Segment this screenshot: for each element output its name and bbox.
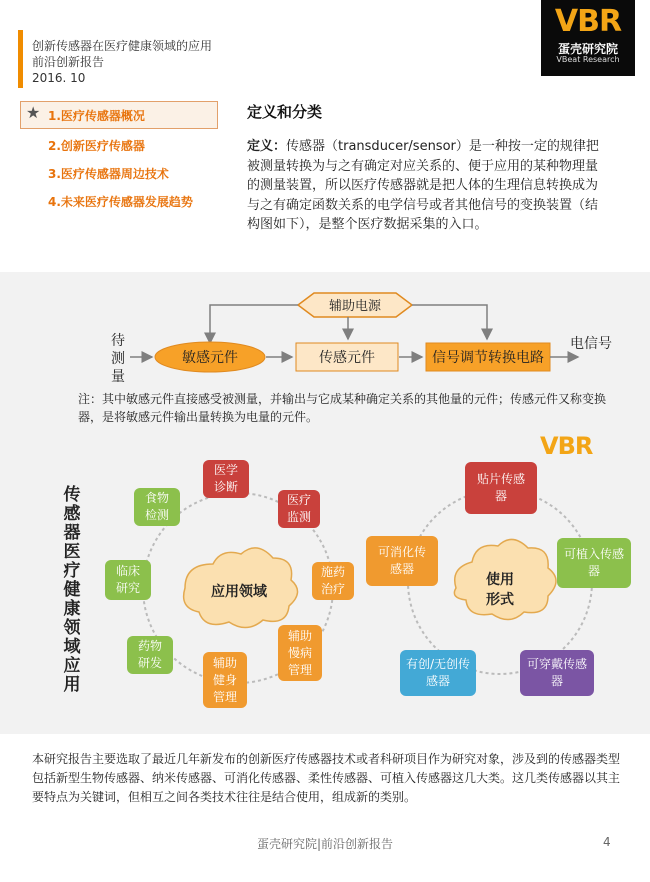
- tile-patch-sensor: 贴片传感器: [465, 462, 537, 514]
- header-accent-bar: [18, 30, 23, 88]
- power-to-sensitive-connector: [210, 305, 298, 343]
- sensor-element-label: 传感元件: [319, 350, 375, 366]
- nav-item-peripheral[interactable]: 3.医疗传感器周边技术: [48, 167, 169, 181]
- nav-item-innovative[interactable]: 2.创新医疗传感器: [48, 139, 145, 153]
- tile-clinical-research: 临床研究: [105, 560, 151, 600]
- tile-wearable-sensor: 可穿戴传感器: [520, 650, 594, 696]
- input-char-3: 量: [111, 369, 125, 385]
- nav-item-overview[interactable]: 1.医疗传感器概况: [48, 109, 145, 123]
- tile-chronic-management: 辅助慢病管理: [278, 625, 322, 681]
- logo-name-cn: 蛋壳研究院: [557, 42, 618, 56]
- tile-fitness-management: 辅助健身管理: [203, 652, 247, 708]
- tile-drug-development: 药物研发: [127, 636, 173, 674]
- circuit-label: 信号调节转换电路: [432, 350, 544, 366]
- sensitive-element-label: 敏感元件: [182, 350, 238, 366]
- usage-center-label: 使用形式: [486, 572, 514, 608]
- tile-drug-therapy: 施药治疗: [312, 562, 354, 600]
- power-to-circuit-connector: [412, 305, 487, 339]
- tile-food-testing: 食物检测: [134, 488, 180, 526]
- vertical-title: 传感器医疗健康领域应用: [63, 485, 81, 695]
- diagram-note: 注：其中敏感元件直接感受被测量，并输出与它成某种确定关系的其他量的元件；传感元件又称变换器，是将敏感元件输出量转换为电量的元件。: [78, 392, 607, 424]
- tile-implantable-sensor: 可植入传感器: [557, 538, 631, 588]
- report-date: 2016. 10: [32, 71, 86, 85]
- section-title: 定义和分类: [247, 103, 323, 121]
- body-paragraph: 本研究报告主要选取了最近几年新发布的创新医疗传感器技术或者科研项目作为研究对象，涉及到的传感器类型包括新型生物传感器、纳米传感器、可消化传感器、柔性传感器、可植入传感器这几大类。这几类传感器以其主要特点为关键词，但相互之间各类技术往往是结合使用，组成新的类别。: [32, 752, 621, 804]
- nav-item-future[interactable]: 4.未来医疗传感器发展趋势: [48, 195, 193, 209]
- tile-medical-diagnosis: 医学诊断: [203, 460, 249, 498]
- power-label: 辅助电源: [328, 299, 382, 314]
- report-subtitle: 前沿创新报告: [32, 55, 105, 69]
- vbr-watermark-logo: VBR: [540, 432, 593, 460]
- sensor-flow-diagram: [100, 285, 620, 395]
- application-center-label: 应用领域: [211, 584, 267, 600]
- star-icon: ★: [26, 103, 41, 122]
- footer-text: 蛋壳研究院|前沿创新报告: [256, 837, 394, 851]
- input-char-2: 测: [111, 351, 125, 367]
- definition-body: 传感器（transducer/sensor）是一种按一定的规律把被测量转换为与之有确定对应关系的、便于应用的某种物理量的测量装置，所以医疗传感器就是把人体的生理信息转换成为与之有确定函数关系的电学信号或者其他信号的变换装置（结构图如下），是整个医疗数据采集的入口。: [247, 139, 599, 232]
- tile-digestible-sensor: 可消化传感器: [366, 536, 438, 586]
- tile-medical-monitoring: 医疗监测: [278, 490, 320, 528]
- report-title: 创新传感器在医疗健康领域的应用: [32, 39, 213, 53]
- page-number: 4: [603, 835, 611, 849]
- logo-mark: VBR: [554, 4, 622, 39]
- tile-invasive-sensor: 有创/无创传感器: [400, 650, 476, 696]
- output-label: 电信号: [570, 336, 612, 352]
- definition-text: [247, 137, 607, 235]
- input-char-1: 待: [111, 333, 125, 349]
- logo-name-en: VBeat Research: [556, 55, 620, 64]
- definition-lead: 定义：: [247, 139, 287, 154]
- vbr-logo: [541, 0, 635, 76]
